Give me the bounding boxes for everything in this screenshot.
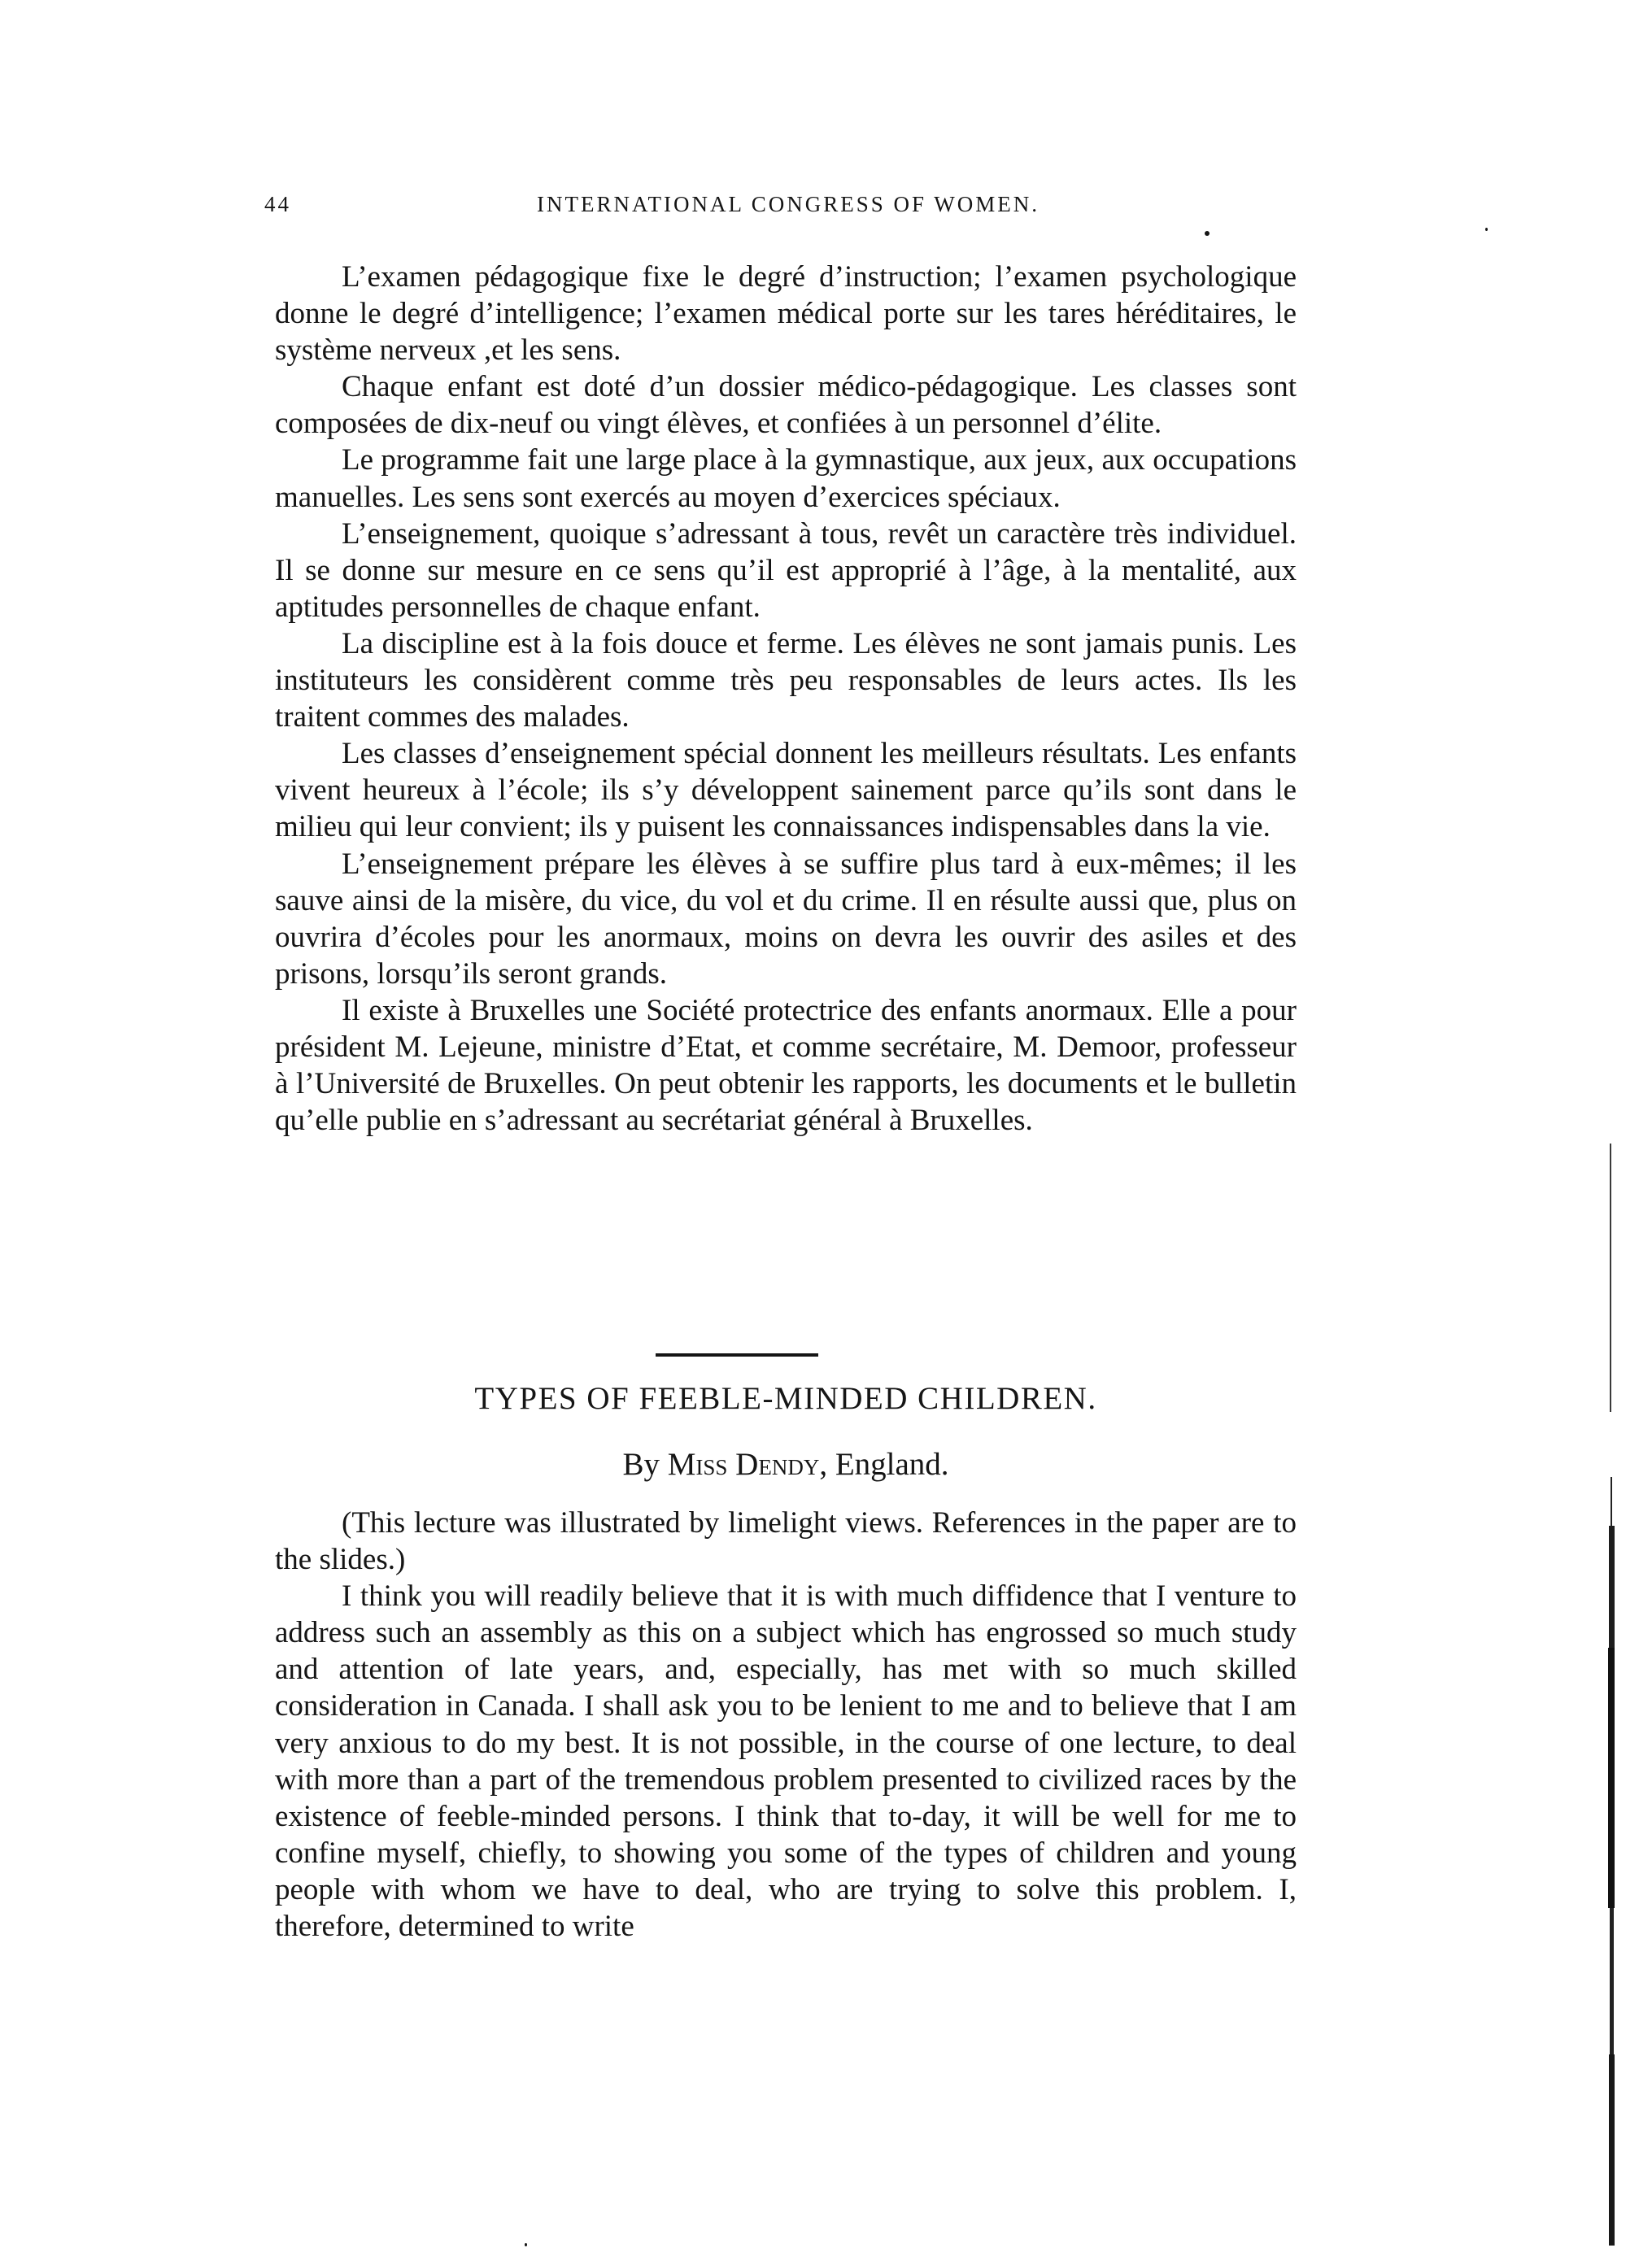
paragraph: Le programme fait une large place à la gymnastique, aux jeux, aux occupations manuelles. Les sens sont exercés au moyen d’exercices spéciaux. [275,443,1297,514]
english-text-block [275,1505,1297,1945]
running-head-title: INTERNATIONAL CONGRESS OF WOMEN. [537,192,1040,216]
scan-edge-artifact [1606,1144,1616,2246]
edge-line [1610,1144,1611,1412]
running-head [264,192,1297,224]
edge-line [1609,1526,1615,1648]
article-title: TYPES OF FEEBLE-MINDED CHILDREN. [474,1381,1097,1416]
scan-speck [525,2243,527,2246]
scan-speck [1205,231,1210,236]
paragraph: L’enseignement, quoique s’adressant à tous, revêt un caractère très individuel. Il se donne sur mesure en ce sens qu’il est approprié à l’âge, à la mentalité, aux aptitudes personnelles de chaque enfant. [275,516,1297,624]
scan-speck [1485,228,1488,231]
byline-prefix: By [622,1447,660,1482]
paragraph: La discipline est à la fois douce et ferme. Les élèves ne sont jamais punis. Les instituteurs les considèrent comme très peu responsables de leurs actes. Ils les traitent commes des malades. [275,626,1297,734]
paragraph: L’enseignement prépare les élèves à se suffire plus tard à eux-mêmes; il les sauve ainsi de la misère, du vice, du vol et du crime. Il en résulte aussi que, plus on ouvrira d’écoles pour les anormaux, moins on devra les ouvrir des asiles et des prisons, lorsqu’ils seront grands. [275,847,1297,991]
edge-line [1608,1648,1615,1908]
paragraph: Il existe à Bruxelles une Société protectrice des enfants anormaux. Elle a pour président M. Lejeune, ministre d’Etat, et comme secrétaire, M. Demoor, professeur à l’Université de Bruxelles. On peut obtenir les rapports, les documents et le bulletin qu’elle publie en s’adressant au secrétariat général à Bruxelles. [275,993,1297,1138]
byline [275,1446,1297,1483]
paragraph: Les classes d’enseignement spécial donnent les meilleurs résultats. Les enfants vivent heureux à l’école; ils s’y développent sainement parce qu’ils sont dans le milieu qui leur convient; ils y puisent les connaissances indispensables dans la vie. [275,737,1297,844]
paragraph: (This lecture was illustrated by limelight views. References in the paper are to the slides.) [275,1506,1297,1577]
section-divider [656,1353,818,1357]
french-text-block [275,259,1297,1139]
paragraph: Chaque enfant est doté d’un dossier médico-pédagogique. Les classes sont composées de dix-neuf ou vingt élèves, et confiées à un personnel d’élite. [275,370,1297,441]
paragraph: L’examen pédagogique fixe le degré d’instruction; l’examen psychologique donne le degré d’intelligence; l’examen médical porte sur les tares héréditaires, le système nerveux ,et les sens. [275,260,1297,368]
edge-line [1610,1908,1614,2054]
author-name: Miss Dendy [667,1447,820,1482]
author-location: , England. [819,1447,949,1482]
edge-line [1611,1477,1612,1526]
edge-line [1609,2054,1615,2246]
page-number: 44 [264,192,291,216]
paragraph: I think you will readily believe that it is with much diffidence that I venture to address such an assembly as this on a subject which has engrossed so much study and attention of late years, and, especially, has met with so much skilled consideration in Canada. I shall ask you to be lenient to me and to believe that I am very anxious to do my best. It is not possible, in the course of one lecture, to deal with more than a part of the tremendous problem presented to civilized races by the existence of feeble-minded persons. I think that to-day, it will be well for me to confine myself, chiefly, to showing you some of the types of children and young people with whom we have to deal, who are trying to solve this problem. I, therefore, determined to write [275,1579,1297,1944]
